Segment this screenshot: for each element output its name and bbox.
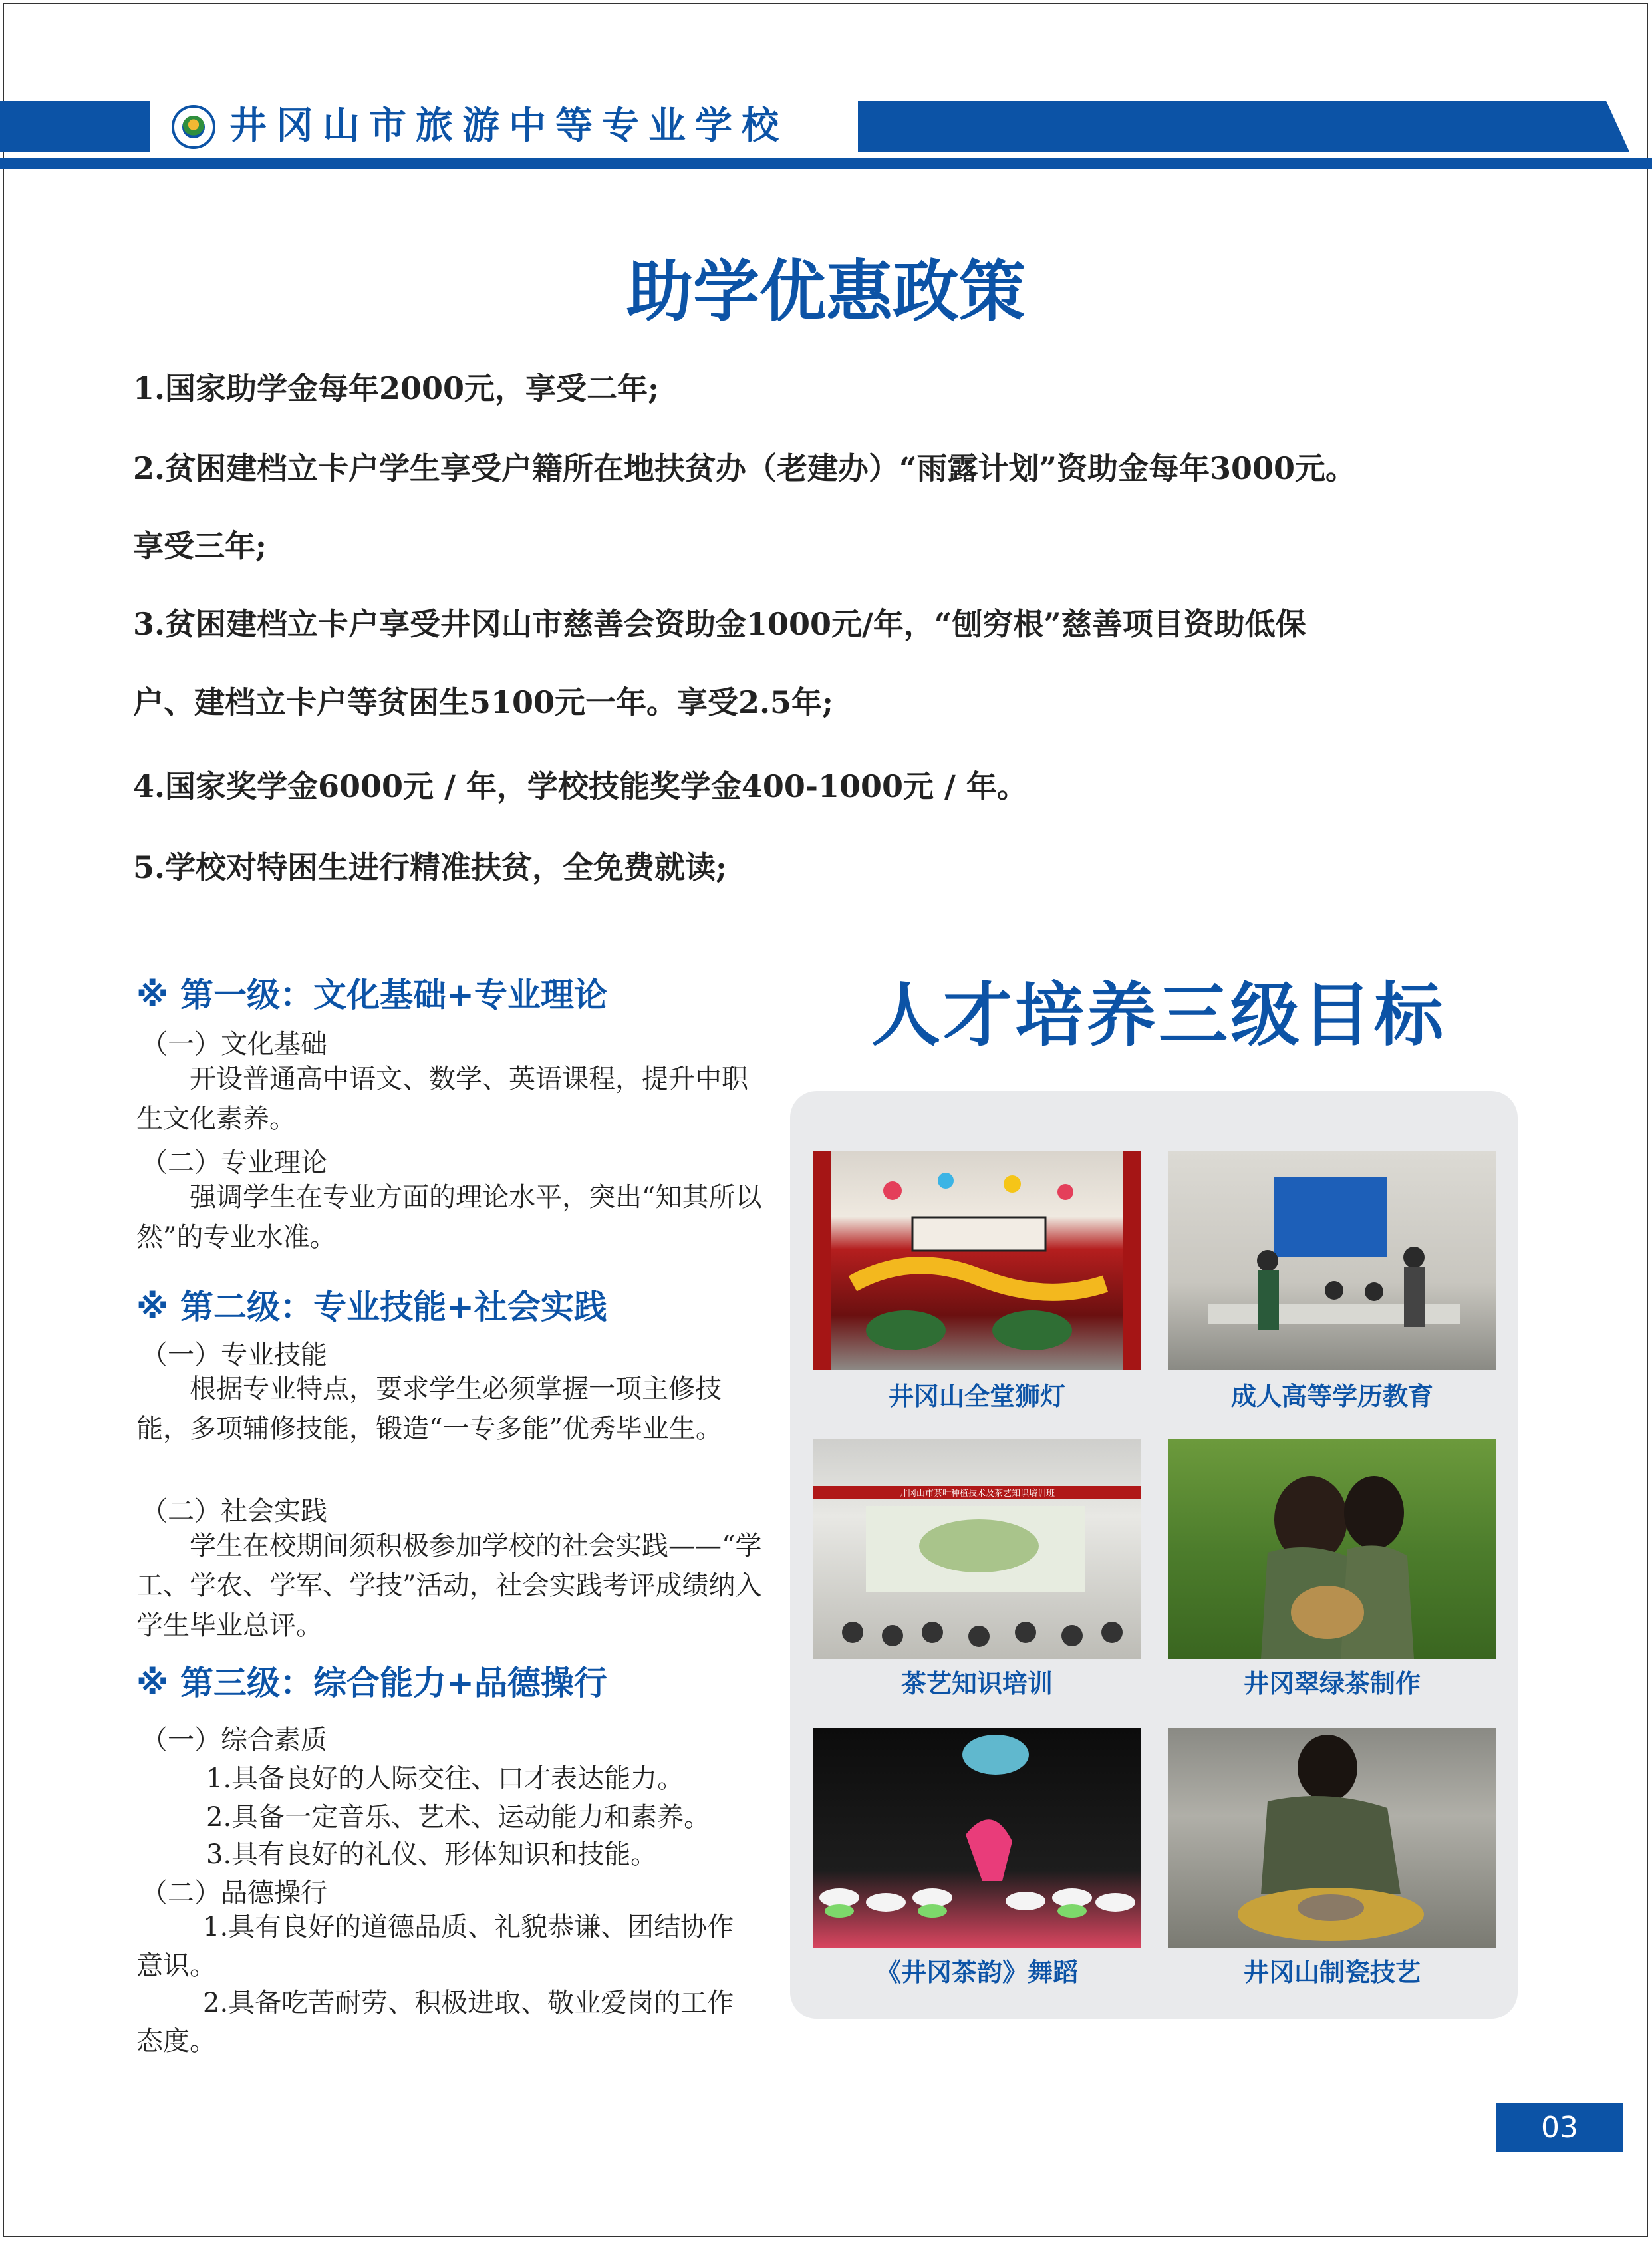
page-number: 03 [1496, 2103, 1623, 2152]
photo-tea-training [813, 1439, 1141, 1659]
policy-line: 2.贫困建档立卡户学生享受户籍所在地扶贫办（老建办）“雨露计划”资助金每年3000元。 [133, 450, 1356, 486]
photo-adult-education [1168, 1151, 1496, 1370]
level-3-item: 1.具备良好的人际交往、口才表达能力。 [206, 1763, 684, 1794]
policy-line: 享受三年; [133, 528, 267, 564]
caption-tea-dance: 《井冈茶韵》舞蹈 [875, 1958, 1078, 1987]
header-bar-left [0, 101, 150, 152]
photo-tea-dance [813, 1728, 1141, 1948]
level-1-sub-2: （二）专业理论 [141, 1147, 327, 1178]
photo-green-tea [1168, 1439, 1496, 1659]
level-2-sub-1: （一）专业技能 [141, 1340, 327, 1370]
photo-porcelain [1168, 1728, 1496, 1948]
policy-title: 助学优惠政策 [626, 252, 1026, 331]
caption-lion-dance: 井冈山全堂狮灯 [888, 1382, 1065, 1411]
header-bar-right [858, 101, 1629, 152]
level-2-sub-2: （二）社会实践 [141, 1496, 327, 1527]
level-3-item: 1.具有良好的道德品质、礼貌恭谦、团结协作意识。 [136, 1912, 734, 1981]
caption-tea-training: 茶艺知识培训 [900, 1669, 1053, 1698]
level-2-para-2: 学生在校期间须积极参加学校的社会实践——“学工、学农、学军、学技”活动，社会实践考评成绩纳入学生毕业总评。 [136, 1531, 762, 1641]
level-3-item: 2.具备一定音乐、艺术、运动能力和素养。 [206, 1802, 711, 1833]
photo-lion-dance [813, 1151, 1141, 1370]
level-3-sub-1: （一）综合素质 [141, 1725, 327, 1755]
policy-line: 1.国家助学金每年2000元，享受二年; [133, 371, 660, 406]
policy-line: 户、建档立卡户等贫困生5100元一年。享受2.5年; [133, 684, 834, 720]
level-3-sub-2: （二）品德操行 [141, 1878, 327, 1908]
level-2-heading: ※ 第二级：专业技能+社会实践 [136, 1288, 607, 1326]
tea-training-banner: 井冈山市茶叶种植技术及茶艺知识培训班 [898, 1489, 1055, 1499]
talent-title: 人才培养三级目标 [871, 974, 1446, 1056]
school-name: 井冈山市旅游中等专业学校 [229, 104, 788, 148]
policy-line: 3.贫困建档立卡户享受井冈山市慈善会资助金1000元/年，“刨穷根”慈善项目资助低保 [133, 606, 1306, 642]
level-1-para-2: 强调学生在专业方面的理论水平，突出“知其所以然”的专业水准。 [136, 1182, 762, 1253]
level-2-para-1: 根据专业特点，要求学生必须掌握一项主修技能，多项辅修技能，锻造“一专多能”优秀毕业生。 [136, 1374, 722, 1444]
level-1-heading: ※ 第一级：文化基础+专业理论 [136, 976, 607, 1014]
level-3-item: 2.具备吃苦耐劳、积极进取、敬业爱岗的工作态度。 [136, 1988, 734, 2057]
level-1-sub-1: （一）文化基础 [141, 1029, 327, 1060]
level-1-para-1: 开设普通高中语文、数学、英语课程，提升中职生文化素养。 [136, 1064, 748, 1134]
policy-line: 4.国家奖学金6000元 / 年，学校技能奖学金400-1000元 / 年。 [133, 768, 1028, 804]
caption-porcelain: 井冈山制瓷技艺 [1243, 1958, 1421, 1987]
caption-green-tea: 井冈翠绿茶制作 [1243, 1669, 1421, 1698]
caption-adult-education: 成人高等学历教育 [1230, 1382, 1433, 1411]
policy-line: 5.学校对特困生进行精准扶贫，全免费就读; [133, 849, 728, 885]
school-logo-icon [172, 105, 215, 149]
level-3-item: 3.具有良好的礼仪、形体知识和技能。 [206, 1839, 658, 1870]
header-rule [0, 158, 1652, 169]
level-3-heading: ※ 第三级：综合能力+品德操行 [136, 1664, 607, 1702]
